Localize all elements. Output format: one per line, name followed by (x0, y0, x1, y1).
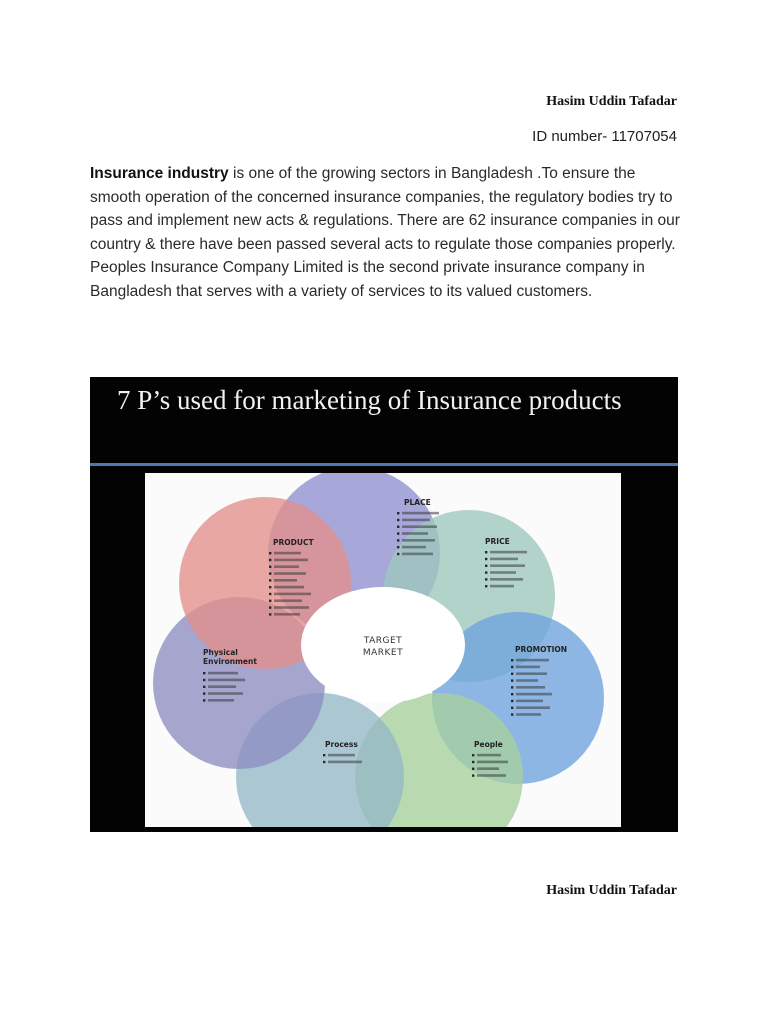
petal-title-process: Process (325, 740, 358, 749)
petal-item-product (274, 552, 301, 555)
petal-item-price (490, 585, 514, 588)
author-name: Hasim Uddin Tafadar (546, 94, 677, 109)
petal-item-people (477, 767, 499, 770)
petal-bullet (323, 754, 325, 756)
petal-bullet (203, 672, 205, 674)
petal-bullet (472, 768, 474, 770)
petal-bullet (485, 558, 487, 560)
petal-bullet (269, 593, 271, 595)
petal-bullet (397, 532, 399, 534)
petal-item-place (402, 539, 435, 542)
petal-item-physical (208, 672, 238, 675)
petal-bullet (485, 565, 487, 567)
petal-item-price (490, 551, 527, 554)
petal-item-promotion (516, 686, 545, 689)
petal-bullet (397, 539, 399, 541)
petal-bullet (397, 553, 399, 555)
seven-ps-diagram (145, 473, 621, 827)
petal-item-place (402, 512, 439, 515)
petal-title-product: PRODUCT (273, 538, 314, 547)
petal-bullet (269, 606, 271, 608)
petal-bullet (485, 578, 487, 580)
petal-bullet (511, 673, 513, 675)
petal-bullet (269, 586, 271, 588)
petal-bullet (269, 600, 271, 602)
target-market-line1: TARGET (363, 636, 403, 646)
petal-item-product (274, 572, 306, 575)
petal-item-product (274, 599, 302, 602)
petal-item-people (477, 774, 506, 777)
petal-item-price (490, 578, 523, 581)
petal-item-promotion (516, 693, 552, 696)
petal-item-physical (208, 699, 234, 702)
petal-item-process (328, 761, 362, 764)
petal-item-promotion (516, 713, 541, 716)
petal-item-product (274, 579, 297, 582)
petal-item-price (490, 564, 525, 567)
petal-bullet (269, 579, 271, 581)
petal-item-place (402, 532, 428, 535)
petal-item-promotion (516, 659, 549, 662)
petal-item-place (402, 519, 430, 522)
petal-bullet (203, 686, 205, 688)
diagram-canvas (145, 473, 621, 827)
petal-title-physical-line1: Physical (203, 648, 238, 657)
petal-item-product (274, 559, 308, 562)
petal-bullet (269, 572, 271, 574)
figure-divider (90, 463, 678, 466)
footer-author-name: Hasim Uddin Tafadar (546, 883, 677, 898)
petal-item-physical (208, 692, 243, 695)
intro-lead-bold: Insurance industry (90, 165, 229, 182)
petal-bullet (511, 686, 513, 688)
intro-body: is one of the growing sectors in Bangladesh .To ensure the smooth operation of the concerned insurance companies, the regulatory bodies try to pass and implement new acts & regulations. There are 62 insurance companies in our country & there have been passed several acts to regulate those companies properly. Peoples Insurance Company Limited is the second private insurance company in Bangladesh that serves with a variety of services to its valued customers. (90, 165, 680, 300)
marketing-7ps-figure (90, 377, 678, 832)
petal-bullet (472, 774, 474, 776)
petal-item-promotion (516, 672, 547, 675)
petal-bullet (511, 700, 513, 702)
intro-paragraph (90, 162, 682, 303)
petal-bullet (511, 713, 513, 715)
petal-bullet (511, 666, 513, 668)
petal-item-product (274, 613, 300, 616)
petal-item-promotion (516, 679, 538, 682)
petal-bullet (472, 761, 474, 763)
petal-item-place (402, 546, 426, 549)
petal-item-product (274, 565, 299, 568)
petal-item-price (490, 571, 516, 574)
petal-item-place (402, 525, 437, 528)
petal-bullet (511, 707, 513, 709)
petal-bullet (269, 559, 271, 561)
petal-title-price: PRICE (485, 537, 510, 546)
target-market-line2: MARKET (362, 648, 404, 658)
petal-bullet (485, 551, 487, 553)
petal-title-physical-line2: Environment (203, 657, 257, 666)
petal-bullet (269, 552, 271, 554)
petal-bullet (472, 754, 474, 756)
petal-bullet (203, 699, 205, 701)
petal-item-promotion (516, 706, 550, 709)
petal-item-price (490, 558, 518, 561)
petal-bullet (269, 566, 271, 568)
petal-bullet (485, 585, 487, 587)
petal-item-process (328, 754, 355, 757)
petal-bullet (397, 512, 399, 514)
petal-title-place: PLACE (404, 498, 431, 507)
petal-bullet (269, 613, 271, 615)
figure-title: 7 P’s used for marketing of Insurance products (117, 385, 622, 415)
petal-bullet (511, 679, 513, 681)
petal-title-people: People (474, 740, 503, 749)
petal-bullet (323, 761, 325, 763)
petal-title-promotion: PROMOTION (515, 645, 568, 654)
petal-bullet (203, 692, 205, 694)
petal-item-people (477, 761, 508, 764)
petal-item-promotion (516, 666, 540, 669)
petal-item-people (477, 754, 501, 757)
petal-item-promotion (516, 700, 543, 703)
petal-bullet (203, 679, 205, 681)
petal-bullet (397, 519, 399, 521)
petal-item-physical (208, 679, 245, 682)
petal-item-physical (208, 685, 236, 688)
petal-item-product (274, 593, 311, 596)
petal-bullet (397, 526, 399, 528)
petal-bullet (397, 546, 399, 548)
petal-bullet (485, 571, 487, 573)
petal-bullet (511, 659, 513, 661)
petal-item-product (274, 586, 304, 589)
petal-bullet (511, 693, 513, 695)
petal-item-product (274, 606, 309, 609)
student-id: ID number- 11707054 (532, 128, 677, 145)
petal-item-place (402, 553, 433, 556)
